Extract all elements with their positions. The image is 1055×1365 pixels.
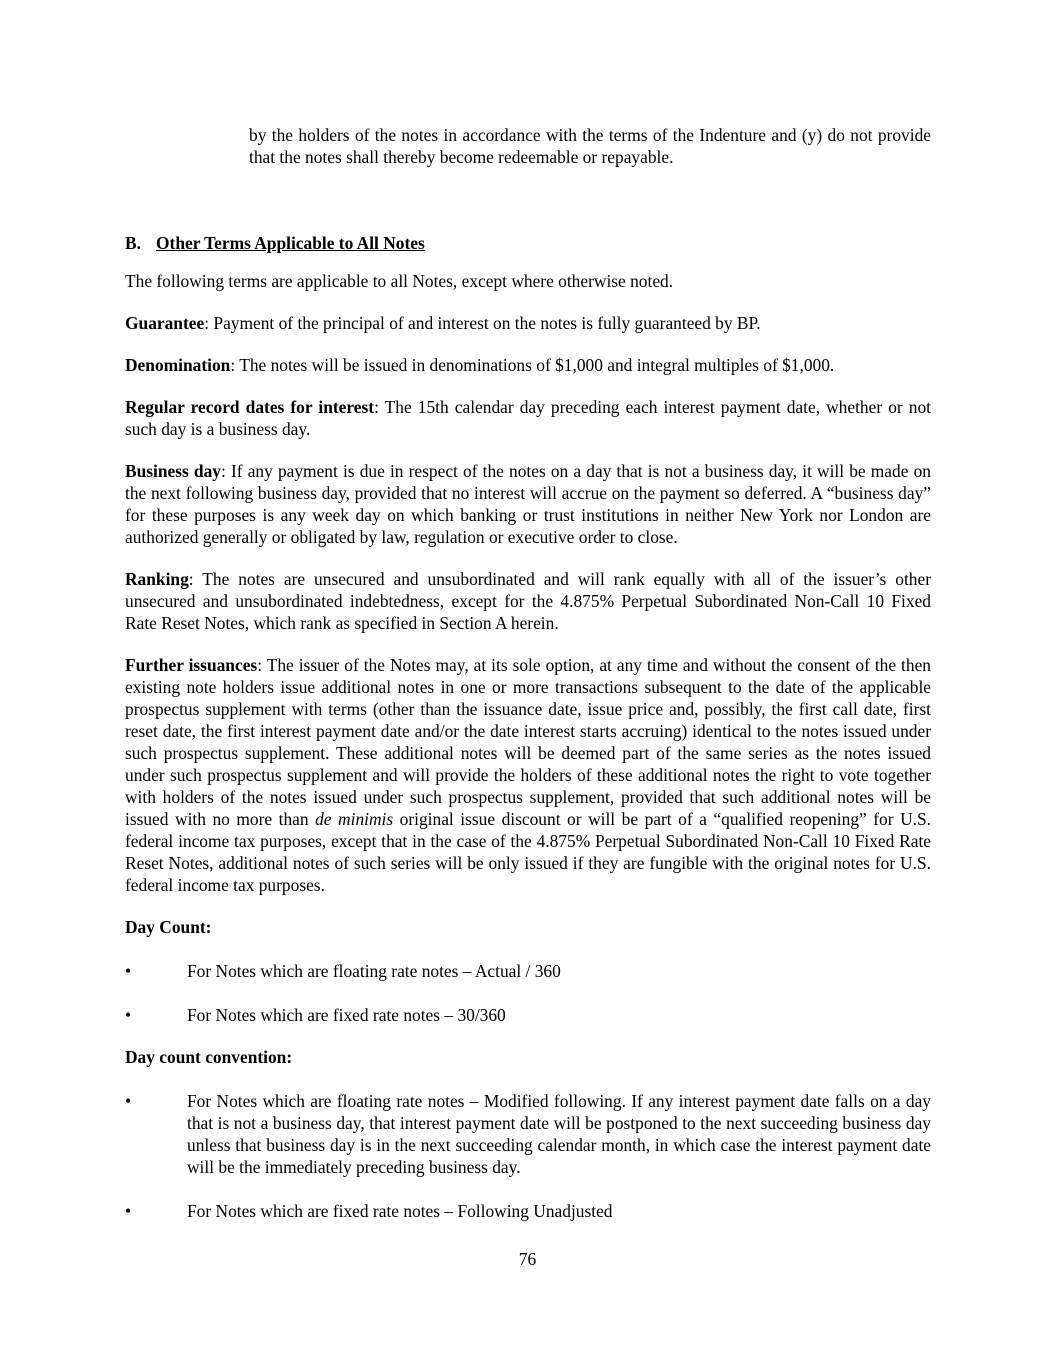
further-issuances-text-part2: original issue discount or will be part of a “qualified reopening” for U.S. federal income tax purposes, except that in the case of the 4.875% Perpetual Subordinated Non-Call 10 Fixed Rate Reset Notes, additional notes of such series will be only issued if they are fungible with the original notes for U.S. federal income tax purposes. xyxy=(125,809,932,895)
business-day-term: Business day xyxy=(125,461,221,481)
record-dates-text: : The 15th calendar day preceding each interest payment date, whether or not such day is a business day. xyxy=(125,397,931,439)
list-item-text: For Notes which are fixed rate notes – 30/360 xyxy=(187,1005,506,1025)
document-page xyxy=(125,124,931,1222)
guarantee-term: Guarantee xyxy=(125,313,205,333)
further-issuances-text-part1: : The issuer of the Notes may, at its sole option, at any time and without the consent of the then existing note holders issue additional notes in one or more transactions subsequent to the date of the applicable prospectus supplement with terms (other than the issuance date, issue price and, possibly, the first call date, first reset date, the first interest payment date and/or the date interest starts accruing) identical to the notes issued under such prospectus supplement. These additional notes will be deemed part of the same series as the notes issued under such prospectus supplement and will provide the holders of these additional notes the right to vote together with holders of the notes issued under such prospectus supplement, provided that such additional notes will be issued with no more than xyxy=(125,655,931,829)
section-intro-paragraph: The following terms are applicable to all Notes, except where otherwise noted. xyxy=(125,271,674,291)
list-item-text: For Notes which are floating rate notes – Actual / 360 xyxy=(187,961,561,981)
list-item xyxy=(125,1090,931,1178)
guarantee-text: : Payment of the principal of and interest on the notes is fully guaranteed by BP. xyxy=(204,313,761,333)
list-item xyxy=(125,1004,931,1026)
denomination-paragraph xyxy=(125,354,931,376)
further-issuances-term: Further issuances xyxy=(125,655,258,675)
intro-continuation-paragraph: by the holders of the notes in accordance with the terms of the Indenture and (y) do not provide that the notes shall thereby become redeemable or repayable. xyxy=(249,125,931,167)
denomination-term: Denomination xyxy=(125,355,231,375)
list-item-text: For Notes which are floating rate notes – Modified following. If any interest payment date falls on a day that is not a business day, that interest payment date will be postponed to the next succeeding business day unless that business day is in the next succeeding calendar month, in which case the interest payment date will be the immediately preceding business day. xyxy=(187,1091,931,1177)
further-issuances-italic: de minimis xyxy=(315,809,394,829)
section-letter: B. xyxy=(125,233,141,253)
bullet-icon: • xyxy=(125,1091,132,1111)
list-item xyxy=(125,960,931,982)
record-dates-term: Regular record dates for interest xyxy=(125,397,375,417)
section-title: Other Terms Applicable to All Notes xyxy=(156,233,425,253)
day-count-heading: Day Count: xyxy=(125,917,212,937)
ranking-term: Ranking xyxy=(125,569,189,589)
further-issuances-paragraph xyxy=(125,654,931,896)
day-count-convention-heading: Day count convention: xyxy=(125,1047,293,1067)
day-count-list xyxy=(125,960,931,1026)
bullet-icon: • xyxy=(125,1201,132,1221)
ranking-paragraph xyxy=(125,568,931,634)
list-item xyxy=(125,1200,931,1222)
denomination-text: : The notes will be issued in denominations of $1,000 and integral multiples of $1,000. xyxy=(230,355,835,375)
day-count-convention-list xyxy=(125,1090,931,1222)
guarantee-paragraph xyxy=(125,312,931,334)
business-day-paragraph xyxy=(125,460,931,548)
list-item-text: For Notes which are fixed rate notes – Following Unadjusted xyxy=(187,1201,613,1221)
section-heading xyxy=(125,232,931,254)
bullet-icon: • xyxy=(125,1005,132,1025)
ranking-text: : The notes are unsecured and unsubordinated and will rank equally with all of the issuer’s other unsecured and unsubordinated indebtedness, except for the 4.875% Perpetual Subordinated Non-Call 10 Fixed Rate Reset Notes, which rank as specified in Section A herein. xyxy=(125,569,931,633)
page-number: 76 xyxy=(518,1249,537,1269)
business-day-text: : If any payment is due in respect of the notes on a day that is not a business day, it will be made on the next following business day, provided that no interest will accrue on the payment so deferred. A “business day” for these purposes is any week day on which banking or trust institutions in neither New York nor London are authorized generally or obligated by law, regulation or executive order to close. xyxy=(125,461,931,547)
bullet-icon: • xyxy=(125,961,132,981)
record-dates-paragraph xyxy=(125,396,931,440)
